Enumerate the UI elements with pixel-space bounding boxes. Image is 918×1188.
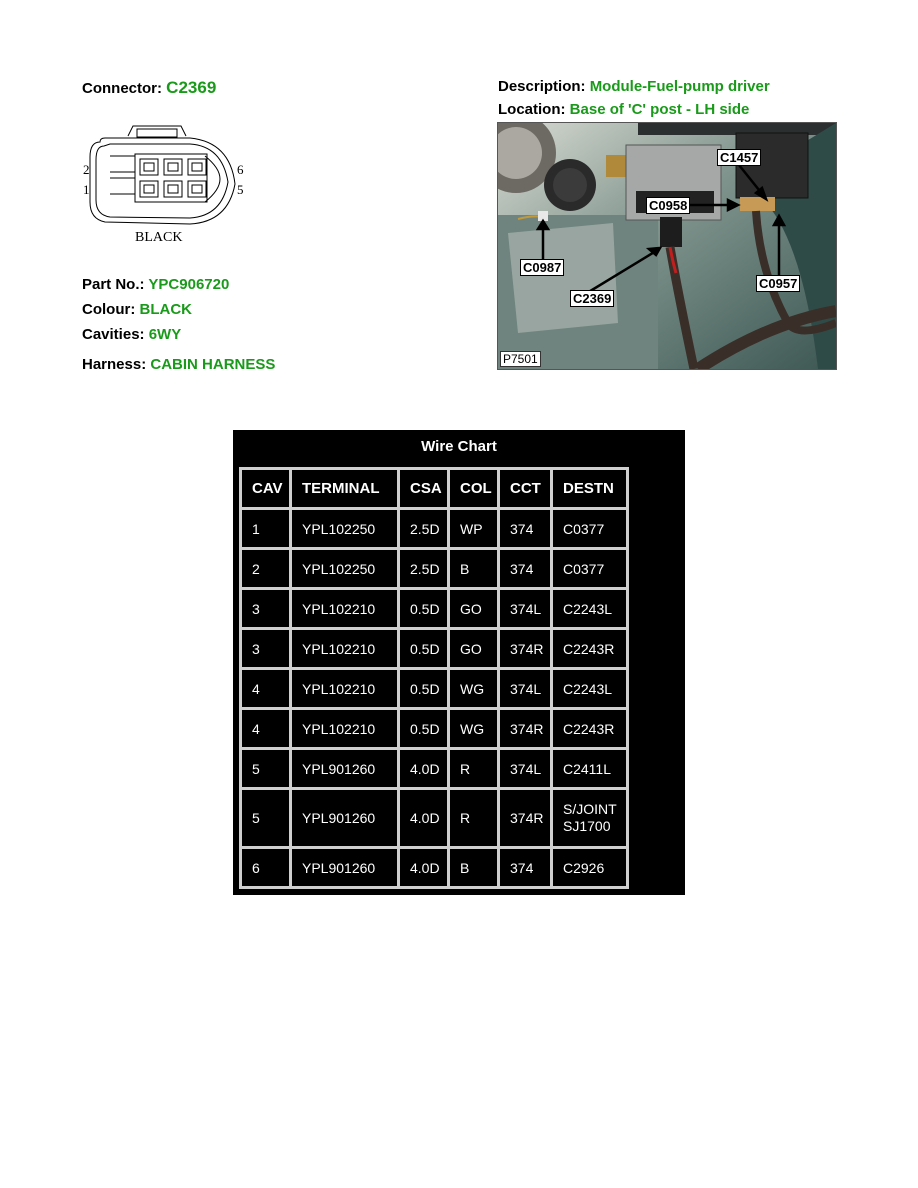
cell-col: WG <box>450 710 497 747</box>
callout-c1457: C1457 <box>717 149 761 166</box>
table-row <box>242 750 626 787</box>
pin-label-5: 5 <box>237 182 244 197</box>
pin-label-6: 6 <box>237 162 244 177</box>
table-row <box>242 510 626 547</box>
cavities-value: 6WY <box>148 326 182 343</box>
cell-cct: 374 <box>500 849 550 886</box>
cell-col: WP <box>450 510 497 547</box>
callout-c0957: C0957 <box>756 275 800 292</box>
cell-cav: 1 <box>242 510 289 547</box>
header-terminal: TERMINAL <box>292 470 397 507</box>
cavities-label: Cavities: <box>82 326 145 343</box>
cell-cav: 5 <box>242 790 289 846</box>
cell-destn: C2243L <box>553 590 626 627</box>
header-cav: CAV <box>242 470 289 507</box>
cell-terminal: YPL102210 <box>292 590 397 627</box>
colour-line <box>82 301 192 318</box>
cell-cct: 374R <box>500 710 550 747</box>
callout-c0987: C0987 <box>520 259 564 276</box>
harness-value: CABIN HARNESS <box>150 356 276 373</box>
cell-cct: 374R <box>500 790 550 846</box>
cell-col: R <box>450 790 497 846</box>
cell-csa: 2.5D <box>400 510 447 547</box>
cell-terminal: YPL102250 <box>292 510 397 547</box>
cell-destn: C2243L <box>553 670 626 707</box>
colour-value: BLACK <box>139 301 192 318</box>
harness-label: Harness: <box>82 356 147 373</box>
cell-cct: 374 <box>500 550 550 587</box>
connector-heading <box>82 78 216 98</box>
cavities-line <box>82 326 181 343</box>
table-row <box>242 790 626 846</box>
cell-col: B <box>450 849 497 886</box>
cell-destn: C2243R <box>553 710 626 747</box>
connector-face-diagram <box>80 122 250 252</box>
cell-cct: 374L <box>500 670 550 707</box>
cell-destn: C2243R <box>553 630 626 667</box>
cell-cav: 2 <box>242 550 289 587</box>
cell-terminal: YPL102210 <box>292 670 397 707</box>
description-label: Description: <box>498 78 586 95</box>
header-csa: CSA <box>400 470 447 507</box>
cell-col: GO <box>450 630 497 667</box>
cell-terminal: YPL102210 <box>292 630 397 667</box>
connector-id: C2369 <box>166 78 217 97</box>
pin-label-1: 1 <box>83 182 90 197</box>
cell-terminal: YPL102250 <box>292 550 397 587</box>
table-row <box>242 630 626 667</box>
table-row <box>242 550 626 587</box>
cell-cav: 3 <box>242 590 289 627</box>
cell-destn: C0377 <box>553 510 626 547</box>
colour-label: Colour: <box>82 301 136 318</box>
cell-cav: 3 <box>242 630 289 667</box>
table-row <box>242 849 626 886</box>
cell-col: B <box>450 550 497 587</box>
cell-destn: C0377 <box>553 550 626 587</box>
location-value: Base of 'C' post - LH side <box>569 101 750 118</box>
description-line <box>498 78 770 95</box>
cell-csa: 0.5D <box>400 710 447 747</box>
callout-c2369: C2369 <box>570 290 614 307</box>
cell-cct: 374 <box>500 510 550 547</box>
callout-c0958: C0958 <box>646 197 690 214</box>
cell-csa: 0.5D <box>400 630 447 667</box>
location-label: Location: <box>498 101 566 118</box>
cell-col: GO <box>450 590 497 627</box>
cell-destn: C2411L <box>553 750 626 787</box>
header-destn: DESTN <box>553 470 626 507</box>
pin-label-2: 2 <box>83 162 90 177</box>
table-header-row <box>242 470 626 507</box>
location-photo <box>497 122 837 370</box>
header-cct: CCT <box>500 470 550 507</box>
cell-col: R <box>450 750 497 787</box>
wire-chart-table <box>239 467 629 889</box>
cell-csa: 4.0D <box>400 849 447 886</box>
cell-destn: C2926 <box>553 849 626 886</box>
photo-id: P7501 <box>500 351 541 367</box>
cell-csa: 0.5D <box>400 590 447 627</box>
part-no-value: YPC906720 <box>148 276 230 293</box>
cell-cav: 5 <box>242 750 289 787</box>
table-row <box>242 590 626 627</box>
wire-chart <box>233 430 685 895</box>
cell-csa: 0.5D <box>400 670 447 707</box>
cell-csa: 4.0D <box>400 790 447 846</box>
wire-chart-title: Wire Chart <box>421 438 497 455</box>
cell-cct: 374R <box>500 630 550 667</box>
table-row <box>242 670 626 707</box>
cell-terminal: YPL901260 <box>292 790 397 846</box>
cell-cav: 4 <box>242 670 289 707</box>
cell-destn: S/JOINT SJ1700 <box>553 790 626 846</box>
photo-illustration <box>498 123 836 369</box>
cell-col: WG <box>450 670 497 707</box>
cell-terminal: YPL901260 <box>292 750 397 787</box>
cell-cct: 374L <box>500 750 550 787</box>
part-no-line <box>82 276 229 293</box>
part-no-label: Part No.: <box>82 276 145 293</box>
cell-csa: 2.5D <box>400 550 447 587</box>
header-col: COL <box>450 470 497 507</box>
harness-line <box>82 356 275 373</box>
description-value: Module-Fuel-pump driver <box>589 78 770 95</box>
cell-terminal: YPL102210 <box>292 710 397 747</box>
cell-cav: 6 <box>242 849 289 886</box>
location-line <box>498 101 749 118</box>
table-row <box>242 710 626 747</box>
cell-terminal: YPL901260 <box>292 849 397 886</box>
cell-cav: 4 <box>242 710 289 747</box>
connector-label: Connector: <box>82 80 162 97</box>
cell-cct: 374L <box>500 590 550 627</box>
cell-csa: 4.0D <box>400 750 447 787</box>
connector-colour-caption: BLACK <box>135 230 183 245</box>
